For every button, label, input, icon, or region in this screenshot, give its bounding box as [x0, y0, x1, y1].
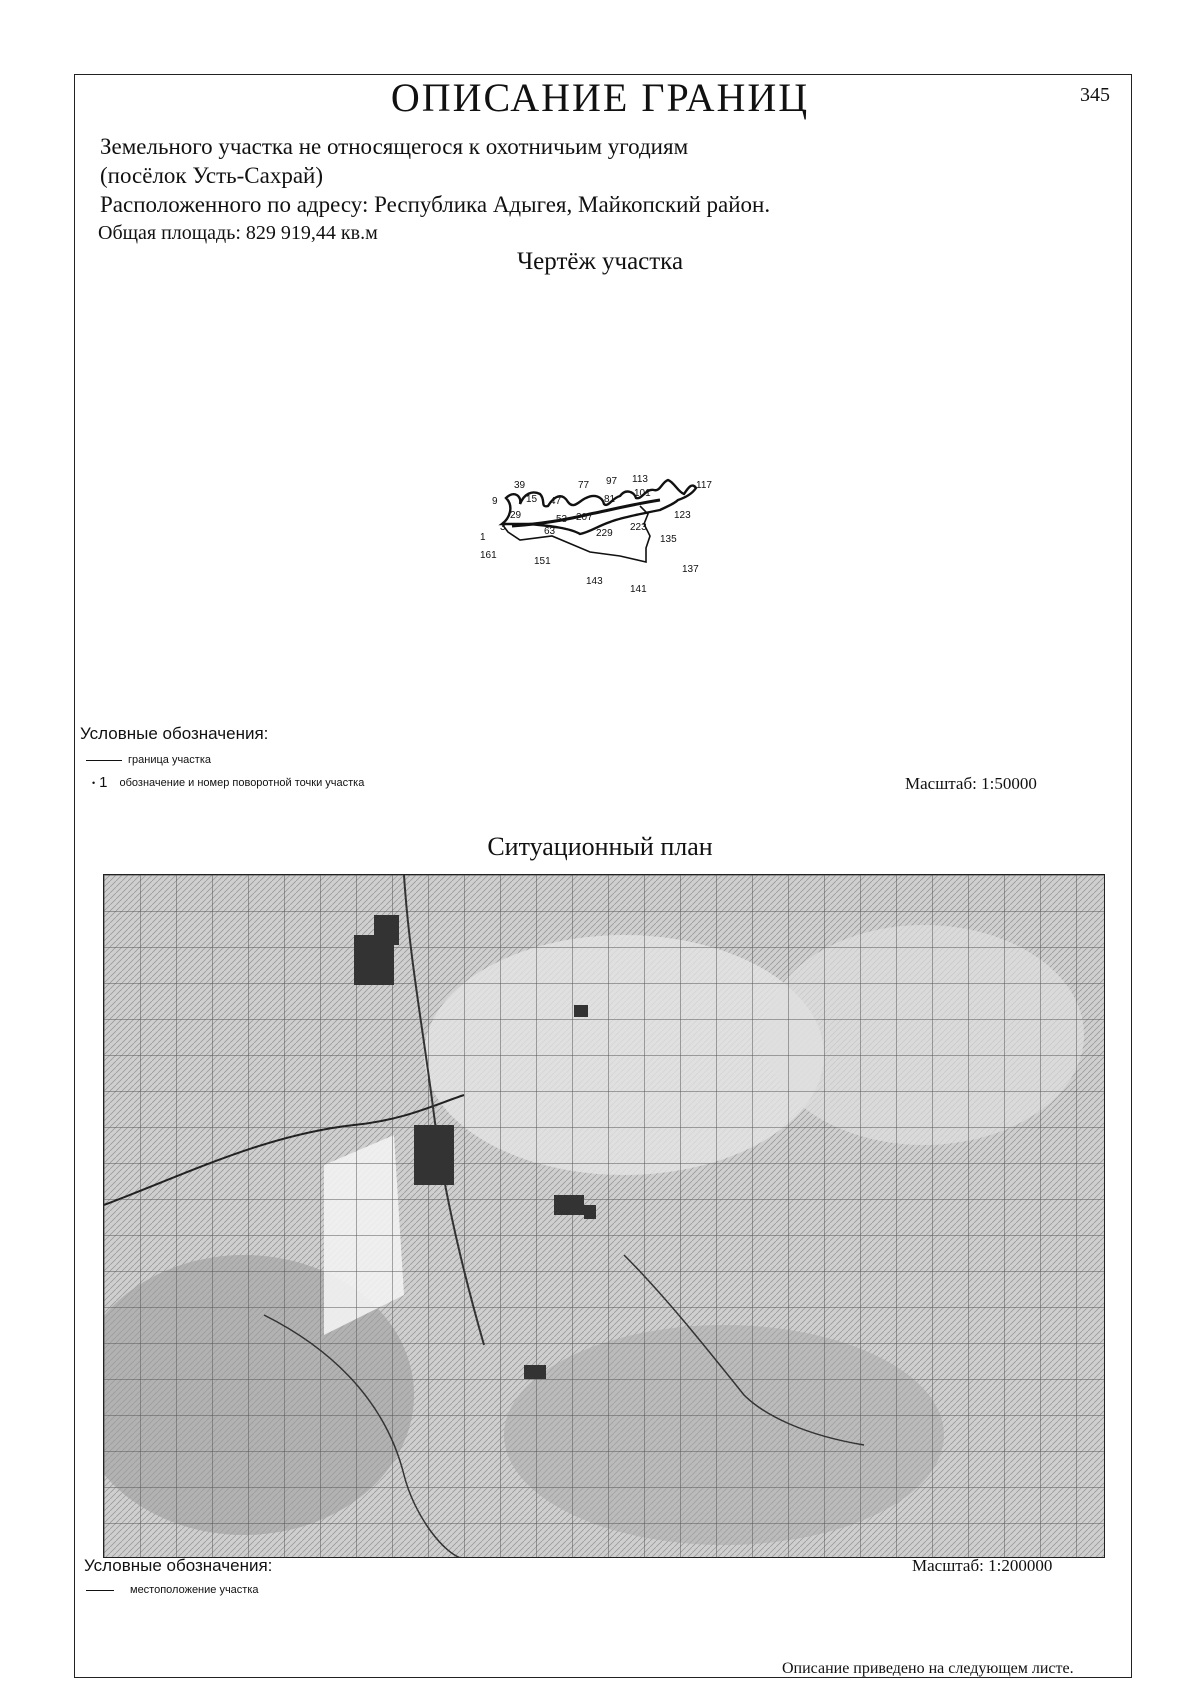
point-label: 53 [556, 514, 568, 525]
parcel-address: Расположенного по адресу: Республика Адыгея, Майкопский район. [100, 192, 771, 217]
point-label: 143 [586, 576, 603, 587]
legend-boundary-label: граница участка [128, 754, 211, 766]
legend-location-label: местоположение участка [130, 1584, 259, 1596]
point-label: 113 [632, 474, 648, 485]
footer-note: Описание приведено на следующем листе. [782, 1660, 1074, 1677]
point-label: 117 [696, 480, 712, 491]
legend-title: Условные обозначения: [80, 724, 269, 743]
parcel-drawing [470, 448, 760, 608]
point-label: 229 [596, 528, 613, 539]
drawing-scale: Масштаб: 1:50000 [905, 774, 1037, 793]
parcel-area: Общая площадь: 829 919,44 кв.м [98, 222, 378, 244]
point-label: 9 [492, 496, 498, 507]
point-label: 15 [526, 494, 538, 505]
point-label: 97 [606, 476, 618, 487]
situation-plan-title: Ситуационный план [487, 832, 713, 861]
boundary-line-swatch [86, 760, 122, 761]
legend-point-row [92, 774, 364, 791]
point-label: 77 [578, 480, 590, 491]
point-label: 141 [630, 584, 647, 595]
point-label: 161 [480, 550, 497, 561]
topographic-map-image [104, 875, 1105, 1558]
point-label: 63 [544, 526, 556, 537]
plan-scale: Масштаб: 1:200000 [912, 1556, 1053, 1575]
point-label: 1 [480, 532, 486, 543]
point-label: 47 [550, 496, 562, 507]
legend-boundary-row [86, 754, 211, 766]
parcel-description: Земельного участка не относящегося к охотничьим угодиям [100, 134, 689, 159]
parcel-boundary-line [502, 480, 696, 534]
legend-title: Условные обозначения: [84, 1556, 273, 1575]
point-label: 123 [674, 510, 691, 521]
point-label: 207 [576, 512, 593, 523]
parcel-locality: (посёлок Усть-Сахрай) [100, 163, 324, 188]
point-label: 3 [500, 522, 506, 533]
point-label: 223 [630, 522, 647, 533]
point-label: 29 [510, 510, 522, 521]
document-title: ОПИСАНИЕ ГРАНИЦ [390, 75, 810, 120]
point-label: 137 [682, 564, 699, 575]
legend-point-label: обозначение и номер поворотной точки участка [119, 776, 365, 789]
point-dot-icon: • [92, 777, 96, 788]
location-line-swatch [86, 1590, 114, 1591]
situation-map [103, 874, 1105, 1558]
page-number: 345 [1080, 84, 1110, 106]
drawing-title: Чертёж участка [516, 248, 684, 275]
point-marker-number: 1 [99, 774, 108, 791]
legend-location-row [86, 1584, 259, 1596]
point-label: 81 [604, 494, 616, 505]
point-label: 151 [534, 556, 551, 567]
point-label: 135 [660, 534, 677, 545]
point-label: 39 [514, 480, 526, 491]
point-label: 101 [634, 488, 651, 499]
